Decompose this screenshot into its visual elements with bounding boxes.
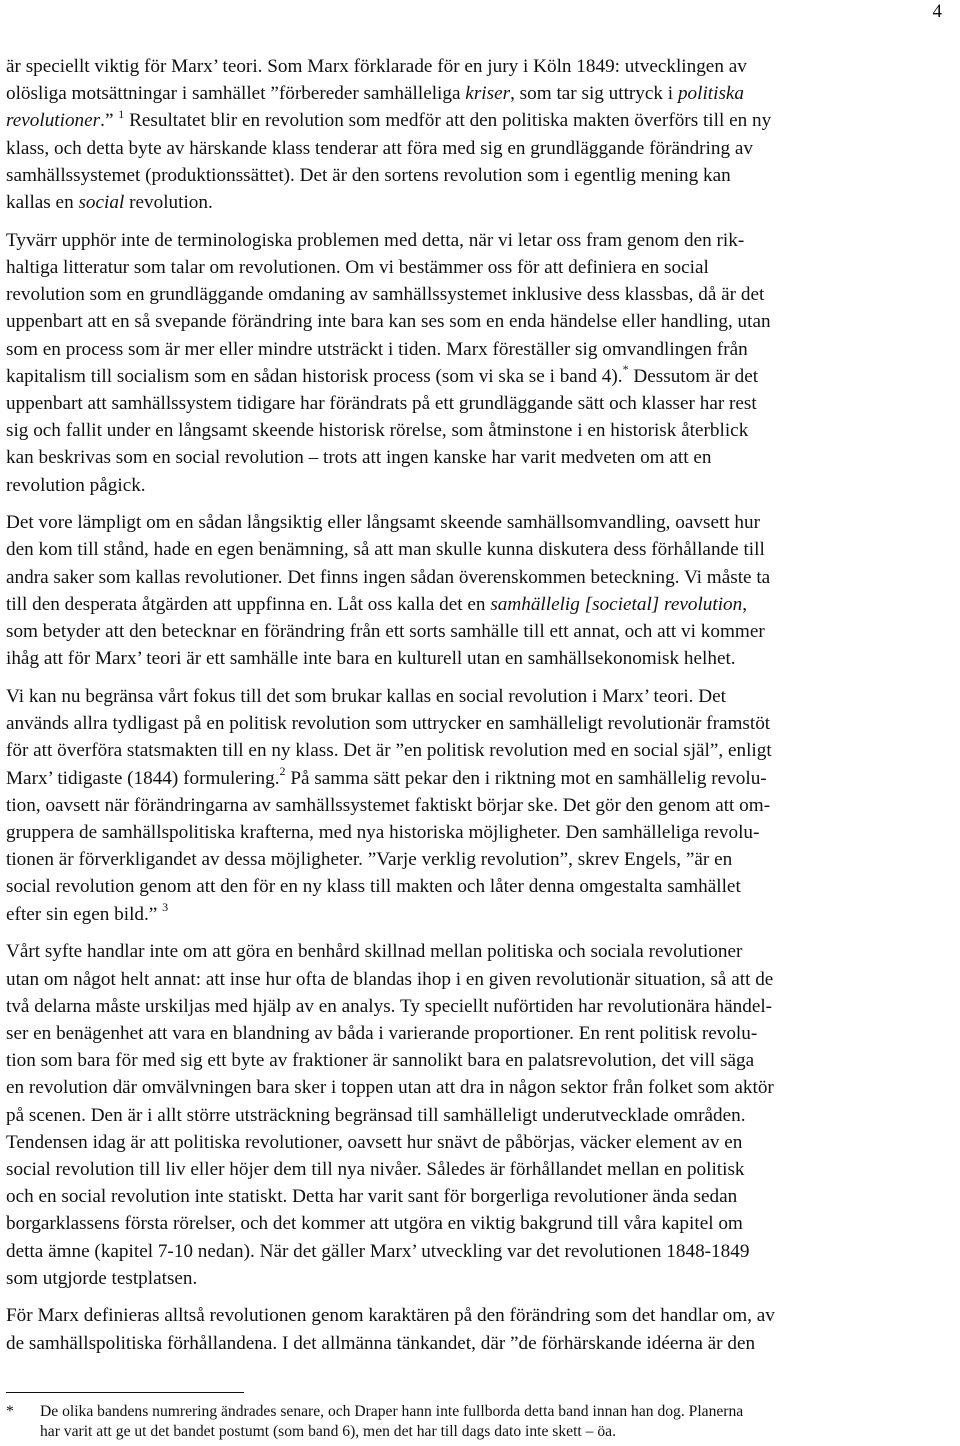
text-line <box>6 189 956 216</box>
footnote-reference: 3 <box>162 900 169 915</box>
text-run: Vi kan nu begränsa vårt fokus till det som brukar kallas en social revolution i Marx’ teori. Det <box>6 685 726 707</box>
footnote-line: De olika bandens numrering ändrades senare, och Draper hann inte fullborda detta band innan han dog. Planerna <box>40 1403 744 1420</box>
text-line <box>6 683 956 710</box>
text-line <box>6 618 956 645</box>
text-line <box>6 390 956 417</box>
text-line <box>6 1265 956 1292</box>
text-line <box>6 591 956 618</box>
emphasis-text: social <box>78 192 125 214</box>
text-run: .” <box>100 110 119 132</box>
text-line <box>6 281 956 308</box>
text-line <box>6 819 956 846</box>
text-run: de samhällspolitiska förhållandena. I det allmänna tänkandet, där ”de förhärskande idéerna är den <box>6 1332 756 1354</box>
text-line <box>6 135 956 162</box>
text-line <box>6 645 956 672</box>
text-run: För Marx definieras alltså revolutionen genom karaktären på den förändring som det handlar om, av <box>6 1305 775 1327</box>
footnote <box>6 1402 956 1442</box>
text-line <box>6 162 956 189</box>
text-line <box>6 1238 956 1265</box>
text-run: olösliga motsättningar i samhället ”förbereder samhälleliga <box>6 83 466 105</box>
text-line <box>6 765 956 792</box>
text-line <box>6 710 956 737</box>
emphasis-text: politiska <box>677 83 745 105</box>
text-run: tionen är förverkligandet av dessa möjligheter. ”Varje verklig revolution”, skrev Engels, ”är en <box>6 849 733 871</box>
text-run: social revolution genom att den för en ny klass till makten och låter denna omgestalta samhället <box>6 876 741 898</box>
paragraph <box>6 683 956 928</box>
text-line <box>6 1102 956 1129</box>
text-run: klass, och detta byte av härskande klass tenderar att föra med sig en grundläggande förändring av <box>6 137 753 159</box>
text-run: gruppera de samhällspolitiska krafterna, med nya historiska möjligheter. Den samhälleliga revolu- <box>6 821 760 843</box>
text-run: till den desperata åtgärden att uppfinna en. Låt oss kalla det en <box>6 593 491 615</box>
text-line <box>6 873 956 900</box>
text-line <box>6 472 956 499</box>
text-run: social revolution till liv eller höjer dem till nya nivåer. Således är förhållandet mellan en politisk <box>6 1158 745 1180</box>
text-run: kallas en <box>6 192 79 214</box>
text-line <box>6 417 956 444</box>
text-line <box>6 1302 956 1329</box>
text-run: tion, oavsett när förändringarna av samhällssystemet faktiskt börjar ske. Det gör den genom att om- <box>6 794 771 816</box>
text-line <box>6 1129 956 1156</box>
text-run: , <box>742 593 748 615</box>
text-run: tion som bara för med sig ett byte av fraktioner är sannolikt bara en palatsrevolution, det vill säga <box>6 1050 755 1072</box>
footnote-divider <box>6 1392 244 1393</box>
footnote-reference: * <box>622 362 629 377</box>
body-text <box>6 53 956 1367</box>
text-run: , som tar sig uttryck i <box>510 83 678 105</box>
text-run: kan beskrivas som en social revolution – trots att ingen kanske har varit medveten om att en <box>6 447 712 469</box>
text-line <box>6 993 956 1020</box>
text-run: två delarna måste urskiljas med hjälp av en analys. Ty speciellt nuförtiden har revolutionära händel- <box>6 995 773 1017</box>
paragraph <box>6 509 956 672</box>
text-run: Det vore lämpligt om en sådan långsiktig eller långsamt skeende samhällsomvandling, oavsett hur <box>6 512 760 534</box>
text-run: som utgjorde testplatsen. <box>6 1267 198 1289</box>
text-line <box>6 1020 956 1047</box>
text-line <box>6 107 956 134</box>
text-line <box>6 792 956 819</box>
text-line <box>6 1156 956 1183</box>
text-line <box>6 509 956 536</box>
footnote-mark: * <box>6 1403 14 1420</box>
text-run: Marx’ tidigaste (1844) formulering. <box>6 767 280 789</box>
text-run: för att överföra statsmakten till en ny klass. Det är ”en politisk revolution med en social själ”, enligt <box>6 740 772 762</box>
paragraph <box>6 53 956 216</box>
text-run: som betyder att den betecknar en förändring från ett sorts samhälle till ett annat, och att vi kommer <box>6 621 765 643</box>
text-run: revolution som en grundläggande omdaning av samhällssystemet inklusive dess klassbas, då är det <box>6 284 765 306</box>
text-run: revolution pågick. <box>6 474 146 496</box>
text-line <box>6 1210 956 1237</box>
page-number: 4 <box>932 1 942 22</box>
text-line <box>6 938 956 965</box>
text-line <box>6 536 956 563</box>
text-line <box>6 1074 956 1101</box>
text-line <box>6 846 956 873</box>
text-run: och en social revolution inte statiskt. Detta har varit sant för borgerliga revolutioner ända sedan <box>6 1186 738 1208</box>
emphasis-text: revolutioner <box>6 110 101 132</box>
text-run: Dessutom är det <box>628 365 759 387</box>
footnote-reference: 1 <box>118 107 125 122</box>
text-run: uppenbart att en så svepande förändring inte bara kan ses som en enda händelse eller handling, utan <box>6 311 771 333</box>
text-line <box>6 564 956 591</box>
text-line <box>6 254 956 281</box>
paragraph <box>6 938 956 1292</box>
text-run: andra saker som kallas revolutioner. Det finns ingen sådan överenskommen beteckning. Vi måste ta <box>6 566 771 588</box>
text-run: borgarklassens första rörelser, och det kommer att utgöra en viktig bakgrund till våra kapitel om <box>6 1213 743 1235</box>
text-line <box>6 966 956 993</box>
text-run: På samma sätt pekar den i riktning mot en samhällelig revolu- <box>285 767 767 789</box>
text-run: efter sin egen bild.” <box>6 903 163 925</box>
text-run: en revolution där omvälvningen bara sker i toppen utan att dra in någon sektor från folket som aktör <box>6 1077 774 1099</box>
text-run: revolution. <box>124 192 213 214</box>
text-line <box>6 363 956 390</box>
text-run: Tyvärr upphör inte de terminologiska problemen med detta, när vi letar oss fram genom den rik- <box>6 229 745 251</box>
text-run: uppenbart att samhällssystem tidigare har förändrats på ett grundläggande sätt och klasser har rest <box>6 392 757 414</box>
text-run: som en process som är mer eller mindre utsträckt i tiden. Marx föreställer sig omvandlingen från <box>6 338 748 360</box>
footnote-line: har varit att ge ut det bandet postumt (som band 6), men det har till dags dato inte skett – öa. <box>40 1423 616 1440</box>
text-run: Tendensen idag är att politiska revolutioner, oavsett hur snävt de påbörjas, väcker element av en <box>6 1131 743 1153</box>
text-run: kapitalism till socialism som en sådan historisk process (som vi ska se i band 4). <box>6 365 623 387</box>
text-run: på scenen. Den är i allt större utsträckning begränsad till samhälleligt underutvecklade områden. <box>6 1104 746 1126</box>
emphasis-text: kriser <box>465 83 511 105</box>
footnote-reference: 2 <box>279 764 286 779</box>
text-line <box>6 1183 956 1210</box>
text-line <box>6 53 956 80</box>
text-line <box>6 737 956 764</box>
text-run: ihåg att för Marx’ teori är ett samhälle inte bara en kulturell utan en samhällsekonomisk helhet. <box>6 648 736 670</box>
emphasis-text: samhällelig [societal] revolution <box>490 593 743 615</box>
text-run: används allra tydligast på en politisk revolution som uttrycker en samhälleligt revolutionär framstöt <box>6 713 771 735</box>
text-run: är speciellt viktig för Marx’ teori. Som Marx förklarade för en jury i Köln 1849: utvecklingen av <box>6 56 747 77</box>
text-run: haltiga litteratur som talar om revolutionen. Om vi bestämmer oss för att definiera en social <box>6 256 709 278</box>
text-run: ser en benägenhet att vara en blandning av båda i varierande proportioner. En rent politisk revolu- <box>6 1022 758 1044</box>
text-run: sig och fallit under en långsamt skeende historisk rörelse, som åtminstone i en historisk återblick <box>6 420 749 442</box>
text-run: den kom till stånd, hade en egen benämning, så att man skulle kunna diskutera dess förhållande till <box>6 539 765 561</box>
text-run: utan om något helt annat: att inse hur ofta de blandas ihop i en given revolutionär situation, så att de <box>6 968 774 990</box>
text-run: detta ämne (kapitel 7-10 nedan). När det gäller Marx’ utveckling var det revolutionen 1848-1849 <box>6 1240 750 1262</box>
text-line <box>6 444 956 471</box>
paragraph <box>6 1302 956 1356</box>
text-run: Resultatet blir en revolution som medför att den politiska makten överförs till en ny <box>124 110 772 132</box>
text-line <box>6 80 956 107</box>
text-line <box>6 1330 956 1357</box>
text-line <box>6 336 956 363</box>
text-run: samhällssystemet (produktionssättet). Det är den sortens revolution som i egentlig mening kan <box>6 164 731 186</box>
paragraph <box>6 227 956 499</box>
text-line <box>6 227 956 254</box>
text-line <box>6 1047 956 1074</box>
text-line <box>6 901 956 928</box>
text-run: Vårt syfte handlar inte om att göra en benhård skillnad mellan politiska och sociala revolutioner <box>6 941 743 963</box>
text-line <box>6 308 956 335</box>
